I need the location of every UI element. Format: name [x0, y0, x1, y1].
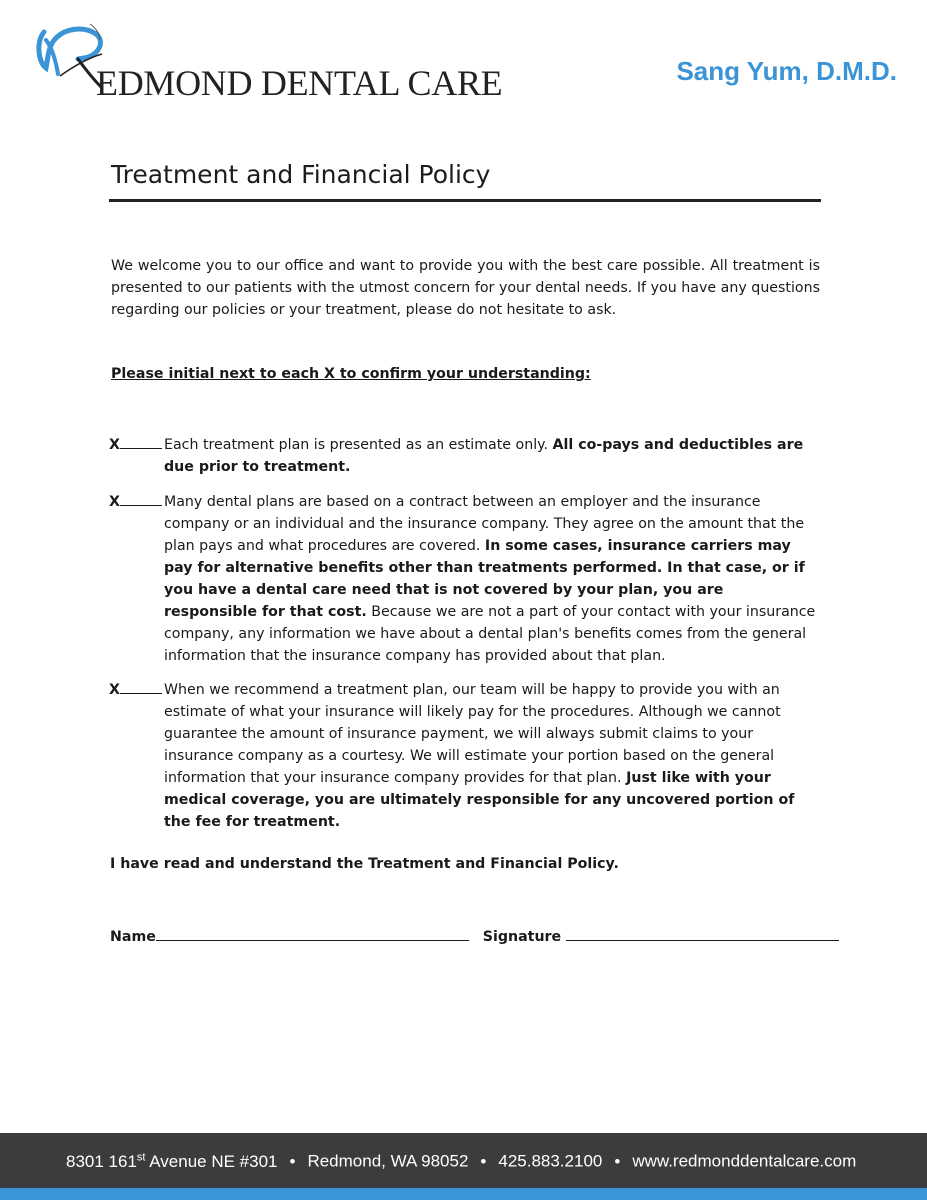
policy-text-bold: Just like with your medical coverage, you are ultimately responsible for any uncovered portion of the fee for treatment.	[164, 770, 795, 830]
initial-blank-line[interactable]	[120, 679, 162, 694]
footer-separator: •	[289, 1151, 296, 1171]
practice-logo	[34, 18, 503, 103]
policy-text	[164, 434, 821, 478]
initial-field[interactable]	[109, 434, 162, 456]
policy-text-bold: All co-pays and deductibles are due prior to treatment.	[164, 437, 804, 475]
policy-text	[164, 679, 821, 833]
intro-paragraph: We welcome you to our office and want to provide you with the best care possible. All treatment is presented to our patients with the utmost concern for your dental needs. If you have any questions regarding our policies or your treatment, please do not hesitate to ask.	[111, 258, 820, 318]
initial-instruction: Please initial next to each X to confirm your understanding:	[111, 366, 591, 382]
policy-text	[164, 491, 821, 667]
policy-text-regular: Each treatment plan is presented as an estimate only.	[164, 437, 553, 453]
signature-row	[110, 926, 839, 945]
doctor-name: Sang Yum, D.M.D.	[676, 56, 897, 86]
acknowledgement-statement: I have read and understand the Treatment and Financial Policy.	[110, 856, 619, 872]
initial-blank-line[interactable]	[120, 491, 162, 506]
footer-accent-strip	[0, 1188, 927, 1200]
initial-field[interactable]	[109, 491, 162, 513]
policy-text-regular: Because we are not a part of your contact with your insurance company, any information we have about a dental plan's benefits comes from the general information that the insurance company has provided about that plan.	[164, 604, 816, 664]
footer-city: Redmond, WA 98052	[307, 1151, 469, 1171]
policy-item	[109, 491, 821, 667]
initial-x-label: X	[109, 682, 120, 698]
name-label: Name	[110, 929, 156, 945]
initial-blank-line[interactable]	[120, 434, 162, 449]
policy-item	[109, 679, 821, 833]
initial-x-label: X	[109, 494, 120, 510]
signature-field[interactable]	[566, 926, 839, 941]
initial-field[interactable]	[109, 679, 162, 701]
policy-text-bold: In some cases, insurance carriers may pay for alternative benefits other than treatments performed. In that case, or if you have a dental care need that is not covered by your plan, you are responsible for that cost.	[164, 538, 805, 620]
footer-website: www.redmonddentalcare.com	[632, 1151, 857, 1171]
signature-label: Signature	[482, 929, 562, 945]
logo-text: EDMOND DENTAL CARE	[96, 63, 503, 103]
policy-item	[109, 434, 821, 478]
footer-bar	[0, 1133, 927, 1188]
title-divider	[109, 199, 821, 202]
footer-address: 8301 161st Avenue NE #301	[66, 1151, 278, 1171]
footer-phone: 425.883.2100	[498, 1151, 603, 1171]
policy-text-regular: Many dental plans are based on a contract between an employer and the insurance company or an individual and the insurance company. They agree on the amount that the plan pays and what procedures are covered.	[164, 494, 805, 554]
page-title: Treatment and Financial Policy	[111, 160, 491, 189]
footer-separator: •	[480, 1151, 487, 1171]
footer-separator: •	[614, 1151, 621, 1171]
name-field[interactable]	[156, 926, 469, 941]
policy-text-regular: When we recommend a treatment plan, our team will be happy to provide you with an estimate of what your insurance will likely pay for the procedures. Although we cannot guarantee the amount of insurance payment, we will always submit claims to your insurance company as a courtesy. We will estimate your portion based on the general information that your insurance company provides for that plan.	[164, 682, 781, 786]
initial-x-label: X	[109, 437, 120, 453]
